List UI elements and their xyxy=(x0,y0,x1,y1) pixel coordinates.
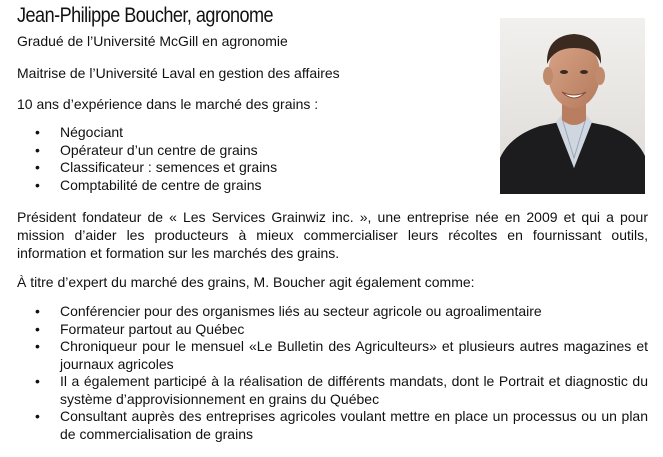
credential-mcgill: Gradué de l’Université McGill en agronomie xyxy=(17,33,288,49)
portrait-photo xyxy=(500,18,645,194)
list-item: • Conférencier pour des organismes liés au secteur agricole ou agroalimentaire xyxy=(17,303,648,321)
list-item: • Opérateur d’un centre de grains xyxy=(17,142,417,160)
experience-list xyxy=(17,124,417,194)
list-item: • Classificateur : semences et grains xyxy=(17,159,417,177)
experience-heading: 10 ans d’expérience dans le marché des grains : xyxy=(17,96,319,112)
list-item: • Comptabilité de centre de grains xyxy=(17,177,417,195)
credential-laval: Maitrise de l’Université Laval en gestion des affaires xyxy=(17,65,340,81)
list-item: • Négociant xyxy=(17,124,417,142)
list-item: • Formateur partout au Québec xyxy=(17,321,648,339)
president-paragraph: Président fondateur de « Les Services Grainwiz inc. », une entreprise née en 2009 et qui a pour mission d’aider les producteurs à mieux commercialiser leurs récoltes en fournissant outils, information et formation sur les marchés des grains. xyxy=(17,209,648,261)
expert-intro: À titre d’expert du marché des grains, M. Boucher agit également comme: xyxy=(17,274,475,290)
page-title: Jean-Philippe Boucher, agronome xyxy=(17,4,274,27)
list-item: • Il a également participé à la réalisation de différents mandats, dont le Portrait et diagnostic du système d’approvisionnement en grains du Québec xyxy=(17,373,648,408)
roles-list xyxy=(17,303,648,443)
list-item: • Consultant auprès des entreprises agricoles voulant mettre en place un processus ou un plan de commercialisation de grains xyxy=(17,408,648,443)
list-item: • Chroniqueur pour le mensuel «Le Bulletin des Agriculteurs» et plusieurs autres magazines et journaux agricoles xyxy=(17,338,648,373)
